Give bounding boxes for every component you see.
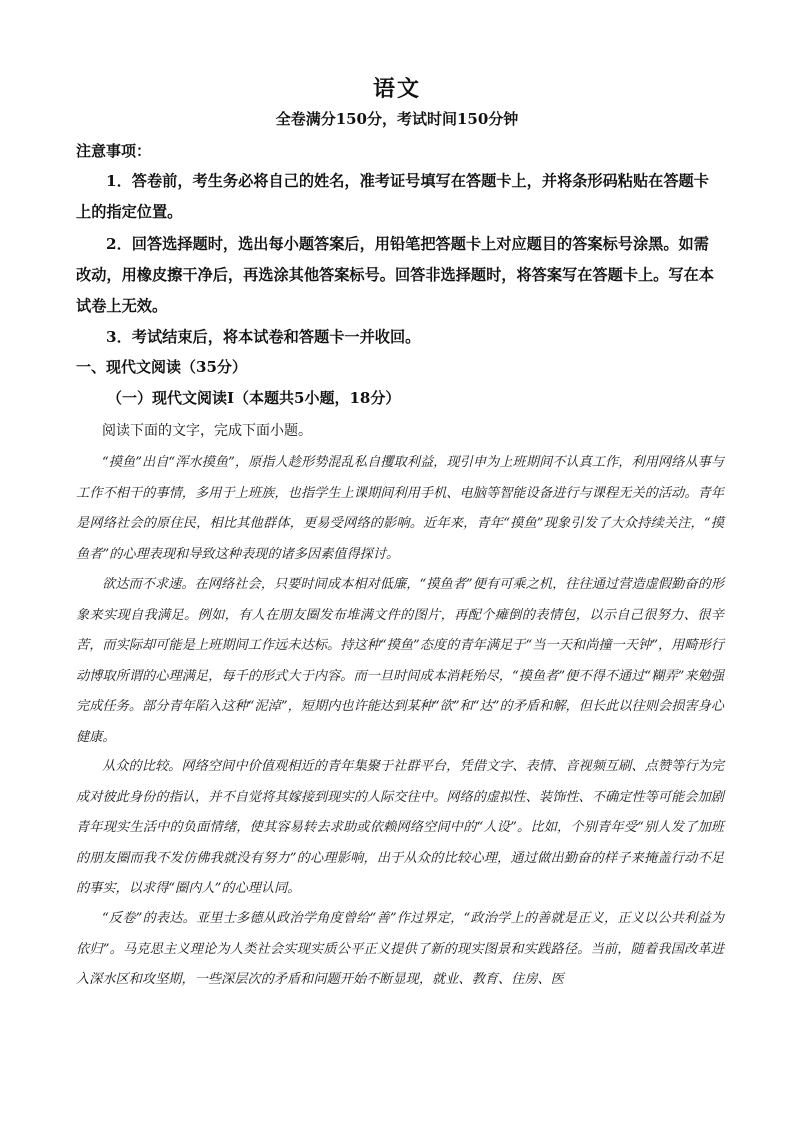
notice-item-2: 2．回答选择题时，选出每小题答案后，用铅笔把答题卡上对应题目的答案标号涂黑。如需改动，用橡皮擦干净后，再选涂其他答案标号。回答非选择题时，将答案写在答题卡上。写在本试卷上无效。 <box>76 235 714 315</box>
passage-paragraph-1: “摸鱼”出自“浑水摸鱼”，原指人趁形势混乱私自攫取利益，现引申为上班期间不认真工作，利用网络从事与工作不相干的事情，多用于上班族，也指学生上课期间利用手机、电脑等智能设备进行与课程无关的活动。青年是网络社会的原住民，相比其他群体，更易受网络的影响。近年来，青年“摸鱼”现象引发了大众持续关注，“摸鱼者”的心理表现和导致这种表现的诸多因素值得探讨。 <box>76 455 724 562</box>
passage-paragraph-4: “反卷”的表达。亚里士多德从政治学角度曾给“善”作过界定，“政治学上的善就是正义，正义以公共利益为依归”。马克思主义理论为人类社会实现实质公平正义提供了新的现实图景和实践路径。当前，随着我国改革进入深水区和攻坚期，一些深层次的矛盾和问题开始不断显现，就业、教育、住房、医 <box>76 911 724 987</box>
notice-heading: 注意事项： <box>76 142 152 160</box>
subsection-heading: （一）现代文阅读Ⅰ（本题共5小题，18分） <box>107 389 401 407</box>
page-title: 语文 <box>372 76 421 102</box>
notice-item-1: 1．答卷前，考生务必将自己的姓名，准考证号填写在答题卡上，并将条形码粘贴在答题卡上的指定位置。 <box>76 172 709 221</box>
section-heading: 一、现代文阅读（35分） <box>76 358 247 376</box>
notice-item-3: 3．考试结束后，将本试卷和答题卡一并收回。 <box>106 328 421 346</box>
exam-subtitle: 全卷满分150分，考试时间150分钟 <box>275 110 519 128</box>
passage-paragraph-3: 从众的比较。网络空间中价值观相近的青年集聚于社群平台，凭借文字、表情、音视频互刷、点赞等行为完成对彼此身份的指认，并不自觉将其嫁接到现实的人际交往中。网络的虚拟性、装饰性、不确定性等可能会加剧青年现实生活中的负面情绪，使其容易转去求助或依赖网络空间中的“人设”。比如，个别青年受“别人发了加班的朋友圈而我不发仿佛我就没有努力”的心理影响，出于从众的比较心理，通过做出勤奋的样子来掩盖行动不足的事实，以求得“圈内人”的心理认同。 <box>76 759 724 896</box>
passage-paragraph-2: 欲达而不求速。在网络社会，只要时间成本相对低廉，“摸鱼者”便有可乘之机，往往通过营造虚假勤奋的形象来实现自我满足。例如，有人在朋友圈发布堆满文件的图片，再配个瘫倒的表情包，以示自己很努力、很辛苦，而实际却可能是上班期间工作远未达标。持这种“摸鱼”态度的青年满足于“当一天和尚撞一天钟”，用畸形行动博取所谓的心理满足，每千的形式大于内容。而一旦时间成本消耗殆尽，“摸鱼者”便不得不通过“糊弄”来勉强完成任务。部分青年陷入这种“泥淖”，短期内也许能达到某种“欲”和“达”的矛盾和解，但长此以往则会损害身心健康。 <box>76 577 724 745</box>
reading-instruction: 阅读下面的文字，完成下面小题。 <box>102 423 312 439</box>
